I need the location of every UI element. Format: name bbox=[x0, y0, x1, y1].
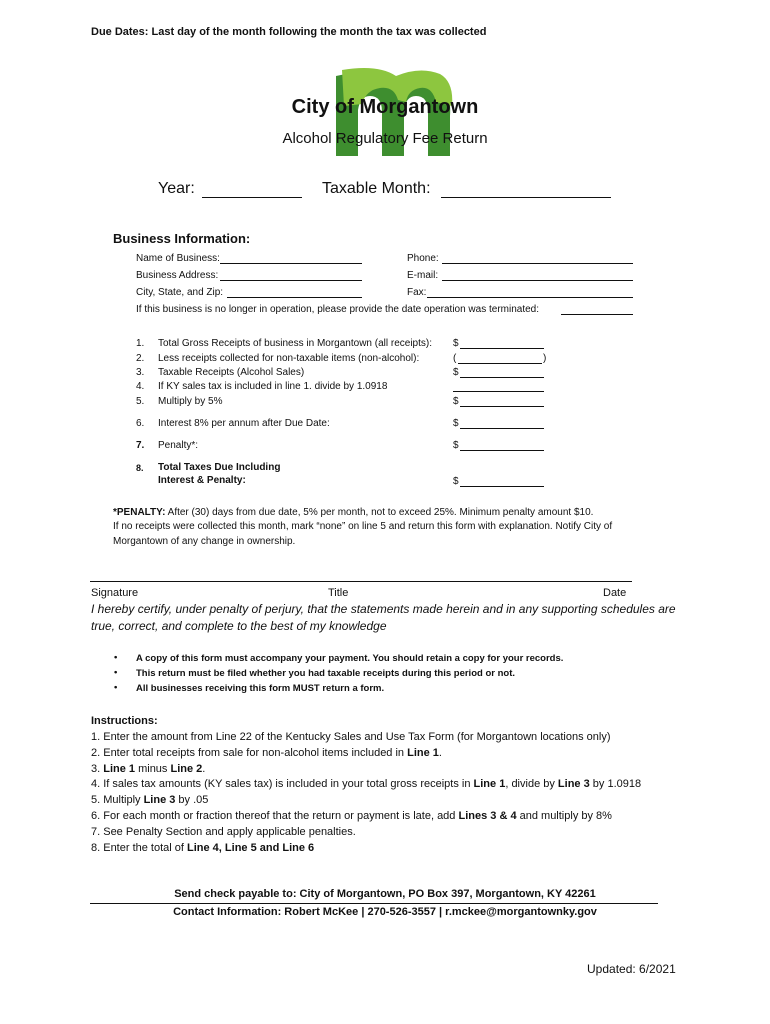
line-6-number: 6. bbox=[136, 418, 145, 429]
business-name-label: Name of Business: bbox=[136, 253, 220, 264]
business-address-label: Business Address: bbox=[136, 270, 219, 281]
contact-info: Contact Information: Robert McKee | 270-526-3557 | r.mckee@morgantownky.gov bbox=[173, 906, 597, 918]
termination-date-field[interactable] bbox=[561, 314, 633, 315]
footer-divider bbox=[90, 903, 658, 904]
line-5-text: Multiply by 5% bbox=[158, 396, 223, 407]
instruction-7: 7. See Penalty Section and apply applicable penalties. bbox=[91, 825, 356, 838]
line-8-field[interactable] bbox=[460, 486, 544, 487]
email-field[interactable] bbox=[442, 280, 633, 281]
line-7-prefix: $ bbox=[453, 440, 459, 451]
instruction-3: 3. Line 1 minus Line 2. bbox=[91, 762, 206, 775]
line-7-text: Penalty*: bbox=[158, 440, 199, 451]
due-dates-note: Due Dates: Last day of the month following the month the tax was collected bbox=[91, 26, 487, 38]
line-1-field[interactable] bbox=[460, 348, 544, 349]
instruction-5: 5. Multiply Line 3 by .05 bbox=[91, 794, 209, 807]
line-8-text-1: Total Taxes Due Including bbox=[158, 462, 281, 473]
line-3-text: Taxable Receipts (Alcohol Sales) bbox=[158, 367, 305, 378]
list-item: • A copy of this form must accompany your payment. You should retain a copy for your records. bbox=[114, 653, 563, 668]
line-6-field[interactable] bbox=[460, 428, 544, 429]
line-2-text: Less receipts collected for non-taxable items (non-alcohol): bbox=[158, 353, 420, 364]
line-2-number: 2. bbox=[136, 353, 145, 364]
instructions-heading: Instructions: bbox=[91, 715, 158, 727]
fax-field[interactable] bbox=[427, 297, 633, 298]
form-subtitle: Alcohol Regulatory Fee Return bbox=[282, 130, 488, 147]
certification-text-1: I hereby certify, under penalty of perjury, that the statements made herein and in any supporting schedules are bbox=[91, 602, 676, 616]
business-info-heading: Business Information: bbox=[113, 231, 251, 246]
line-2-suffix: ) bbox=[543, 353, 547, 364]
requirements-list bbox=[114, 653, 563, 698]
no-receipts-note: If no receipts were collected this month, mark “none” on line 5 and return this form with explanation. Notify City of bbox=[113, 521, 613, 532]
taxable-month-field[interactable] bbox=[441, 197, 611, 198]
penalty-note bbox=[113, 507, 593, 518]
line-3-prefix: $ bbox=[453, 367, 459, 378]
penalty-text: After (30) days from due date, 5% per month, not to exceed 25%. Minimum penalty amount $10. bbox=[165, 507, 594, 518]
line-3-field[interactable] bbox=[460, 377, 544, 378]
instruction-4: 4. If sales tax amounts (KY sales tax) is included in your total gross receipts in Line 1, divide by Line 3 by 1.0918 bbox=[91, 778, 642, 791]
line-8-number: 8. bbox=[136, 463, 144, 473]
closure-note: If this business is no longer in operation, please provide the date operation was terminated: bbox=[136, 304, 540, 315]
instruction-8: 8. Enter the total of Line 4, Line 5 and Line 6 bbox=[91, 841, 315, 854]
taxable-month-label: Taxable Month: bbox=[322, 180, 431, 197]
year-label: Year: bbox=[158, 180, 195, 197]
line-5-prefix: $ bbox=[453, 396, 459, 407]
fax-label: Fax: bbox=[407, 287, 427, 298]
city-state-zip-label: City, State, and Zip: bbox=[136, 287, 224, 298]
line-4-number: 4. bbox=[136, 381, 145, 392]
line-8-prefix: $ bbox=[453, 476, 459, 487]
instruction-2: 2. Enter total receipts from sale for non-alcohol items included in Line 1. bbox=[91, 746, 442, 759]
penalty-label: *PENALTY: bbox=[113, 507, 166, 518]
list-item: • This return must be filed whether you had taxable receipts during this period or not. bbox=[114, 668, 563, 683]
signature-label: Signature bbox=[91, 587, 139, 599]
business-address-field[interactable] bbox=[220, 280, 362, 281]
page-title: City of Morgantown bbox=[291, 96, 479, 118]
phone-label: Phone: bbox=[407, 253, 439, 264]
phone-field[interactable] bbox=[442, 263, 633, 264]
line-1-prefix: $ bbox=[453, 338, 459, 349]
instructions-list bbox=[91, 730, 641, 856]
line-1-number: 1. bbox=[136, 338, 145, 349]
line-5-number: 5. bbox=[136, 396, 145, 407]
line-5-field[interactable] bbox=[460, 406, 544, 407]
updated-date: Updated: 6/2021 bbox=[587, 962, 676, 976]
date-label: Date bbox=[603, 587, 627, 599]
title-label: Title bbox=[328, 587, 349, 599]
list-item: • All businesses receiving this form MUST return a form. bbox=[114, 683, 563, 698]
line-2-prefix: ( bbox=[453, 353, 457, 364]
city-state-zip-field[interactable] bbox=[227, 297, 362, 298]
line-1-text: Total Gross Receipts of business in Morgantown (all receipts): bbox=[158, 338, 433, 349]
signature-line[interactable] bbox=[90, 581, 632, 582]
line-4-text: If KY sales tax is included in line 1. divide by 1.0918 bbox=[158, 381, 388, 392]
instruction-1: 1. Enter the amount from Line 22 of the Kentucky Sales and Use Tax Form (for Morgantown locations only) bbox=[91, 731, 611, 743]
line-6-text: Interest 8% per annum after Due Date: bbox=[158, 418, 330, 429]
instruction-6: 6. For each month or fraction thereof that the return or payment is late, add Lines 3 & 4 and multiply by 8% bbox=[91, 809, 612, 822]
line-4-field[interactable] bbox=[453, 391, 544, 392]
line-2-field[interactable] bbox=[458, 363, 542, 364]
ownership-note: Morgantown of any change in ownership. bbox=[113, 536, 296, 547]
certification-text-2: true, correct, and complete to the best of my knowledge bbox=[91, 619, 387, 633]
email-label: E-mail: bbox=[407, 270, 439, 281]
line-6-prefix: $ bbox=[453, 418, 459, 429]
line-7-number: 7. bbox=[136, 440, 145, 451]
send-check-note: Send check payable to: City of Morgantown, PO Box 397, Morgantown, KY 42261 bbox=[174, 888, 596, 900]
line-7-field[interactable] bbox=[460, 450, 544, 451]
business-name-field[interactable] bbox=[220, 263, 362, 264]
line-3-number: 3. bbox=[136, 367, 145, 378]
line-8-text-2: Interest & Penalty: bbox=[158, 475, 246, 486]
year-field[interactable] bbox=[202, 197, 302, 198]
